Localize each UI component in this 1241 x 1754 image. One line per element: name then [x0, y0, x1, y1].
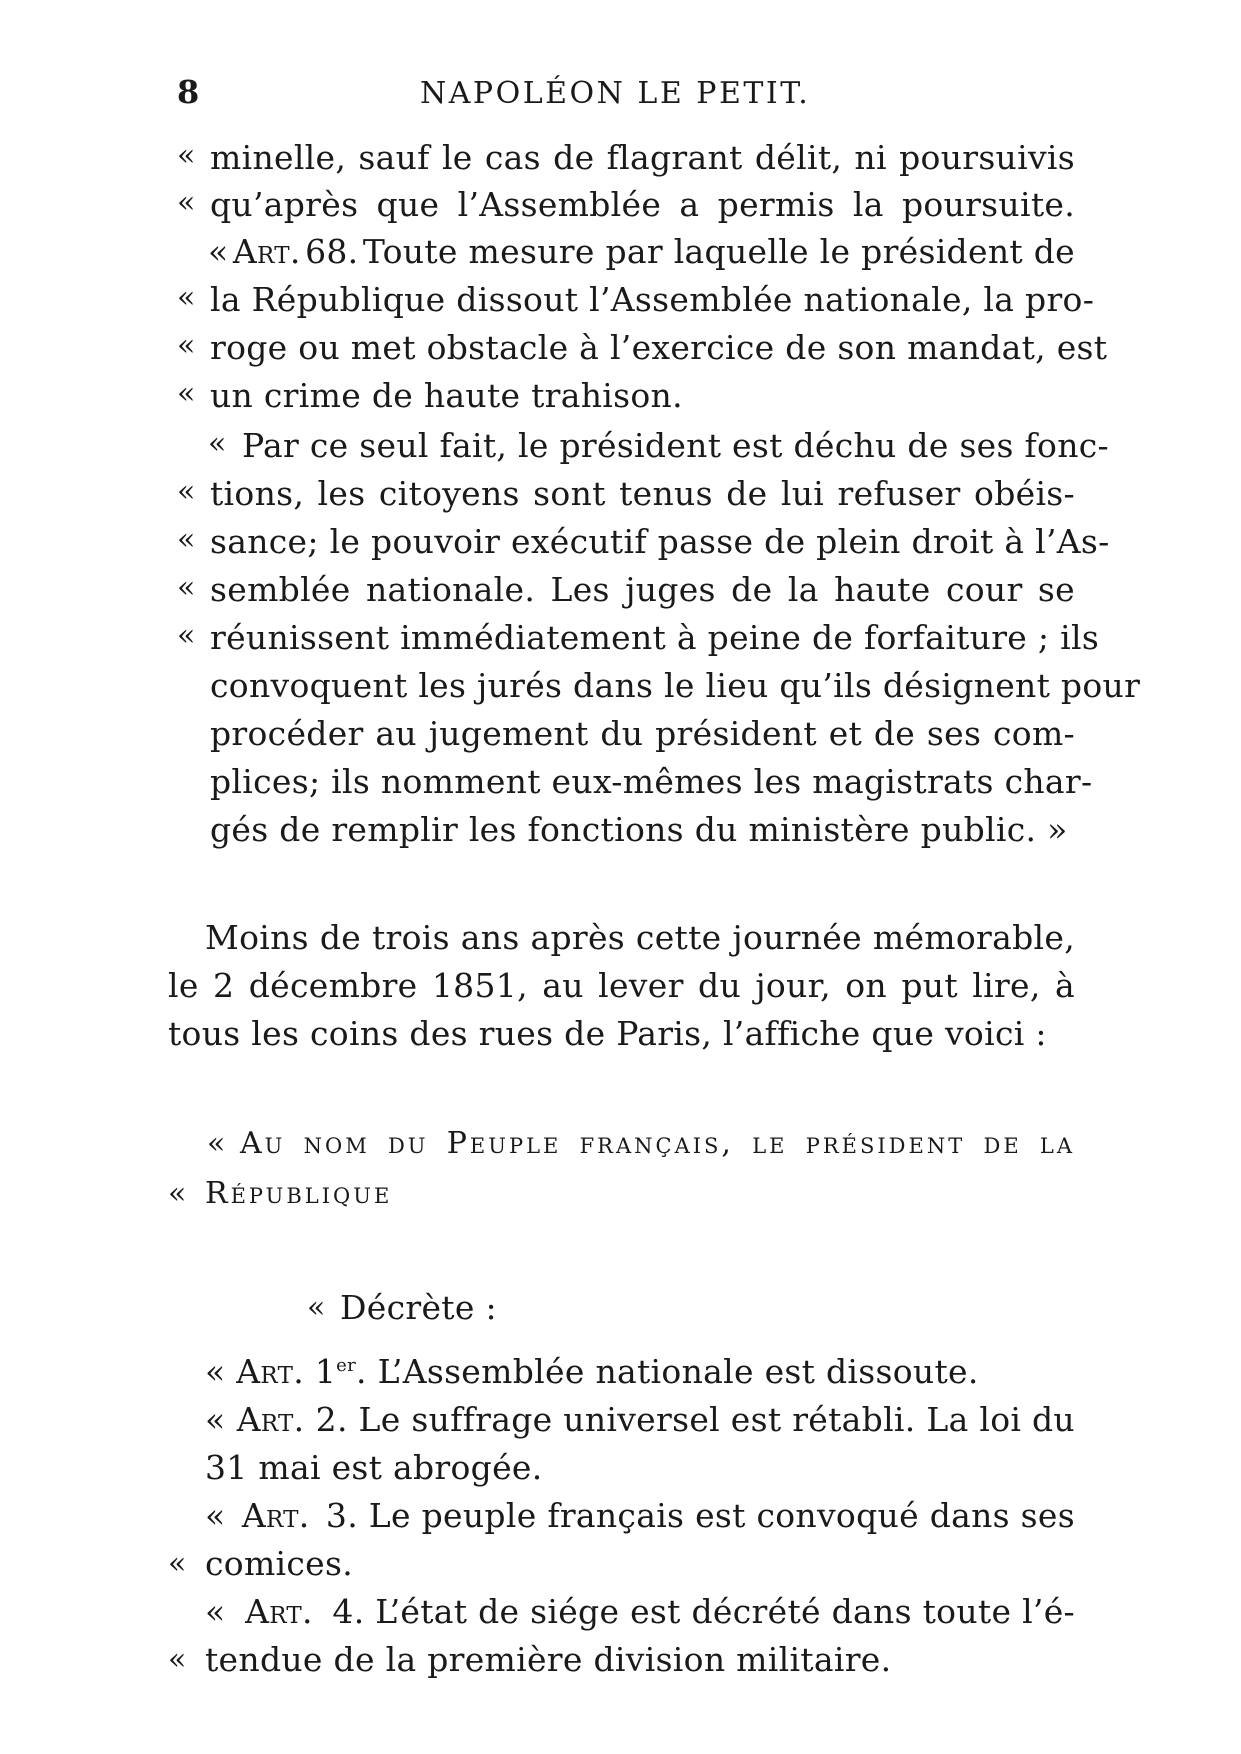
article-3	[205, 1496, 1075, 1536]
quote-mark: «	[177, 474, 196, 509]
text-line: réunissent immédiatement à peine de forfaiture ; ils	[210, 618, 1100, 657]
article-2	[205, 1400, 1075, 1440]
article-superscript: er	[336, 1355, 357, 1376]
article-4	[205, 1592, 1075, 1632]
text-line: semblée nationale. Les juges de la haute cour se	[210, 570, 1075, 609]
text-line: Par ce seul fait, le président est déchu de ses fonc-	[242, 426, 1110, 465]
quote-mark: «	[177, 376, 196, 411]
text-line: un crime de haute trahison.	[210, 376, 683, 415]
quote-mark: «	[177, 328, 196, 363]
quote-mark: «	[177, 185, 196, 220]
text-line: tions, les citoyens sont tenus de lui refuser obéis-	[210, 474, 1075, 513]
quote-mark: «	[205, 1592, 226, 1631]
text-line: plices; ils nomment eux-mêmes les magistrats char-	[210, 762, 1093, 801]
article-text: . L’Assemblée nationale est dissoute.	[356, 1352, 979, 1391]
article-label: Art.	[236, 1352, 305, 1391]
quote-mark: «	[205, 1352, 226, 1391]
running-title: NAPOLÉON LE PETIT.	[420, 76, 811, 111]
article-1	[205, 1352, 979, 1392]
article-3-continued: comices.	[205, 1544, 354, 1583]
quote-mark: «	[207, 1126, 226, 1161]
quote-mark: «	[307, 1290, 326, 1325]
quote-mark: «	[177, 570, 196, 605]
quote-mark: «	[168, 1546, 187, 1581]
quote-mark: «	[177, 280, 196, 315]
quote-mark: «	[177, 138, 196, 173]
article-text: 3. Le peuple français est convoqué dans ses	[325, 1496, 1075, 1535]
article-2-continued: 31 mai est abrogée.	[205, 1448, 543, 1487]
text-line: procéder au jugement du président et de ses com-	[210, 714, 1075, 753]
narrative-line: Moins de trois ans après cette journée mémorable,	[205, 918, 1075, 957]
quote-mark: «	[177, 522, 196, 557]
text-line: convoquent les jurés dans le lieu qu’ils désignent pour	[210, 666, 1141, 705]
article-label: Art.	[236, 1400, 305, 1439]
quote-mark: «	[208, 232, 229, 271]
article-text: 2. Le suffrage universel est rétabli. La loi du	[315, 1400, 1075, 1439]
text-line: sance; le pouvoir exécutif passe de plein droit à l’As-	[210, 522, 1110, 561]
article-4-continued: tendue de la première division militaire.	[205, 1640, 892, 1679]
article-label: Art.	[241, 1496, 310, 1535]
quote-mark: «	[168, 1642, 187, 1677]
quote-mark: «	[177, 618, 196, 653]
article-number: 68.	[305, 232, 359, 271]
proclamation-heading: Au nom du Peuple français, le président de la	[240, 1126, 1075, 1161]
page-number: 8	[177, 73, 200, 111]
article-68-line	[208, 232, 1075, 272]
article-text: 4. L’état de siége est décrété dans toute l’é-	[332, 1592, 1075, 1631]
article-label: Art.	[245, 1592, 313, 1631]
narrative-line: le 2 décembre 1851, au lever du jour, on put lire, à	[168, 966, 1075, 1005]
text-line: Toute mesure par laquelle le président de	[362, 232, 1075, 271]
quote-mark: «	[205, 1400, 226, 1439]
proclamation-heading: République	[205, 1176, 393, 1211]
text-line: gés de remplir les fonctions du ministère public. »	[210, 810, 1068, 849]
text-line: minelle, sauf le cas de flagrant délit, ni poursuivis	[210, 138, 1075, 177]
text-line: la République dissout l’Assemblée nationale, la pro-	[210, 280, 1095, 319]
article-label: Art.	[232, 232, 301, 271]
article-number: 1	[314, 1352, 337, 1391]
text-line: roge ou met obstacle à l’exercice de son mandat, est	[210, 328, 1108, 367]
decrete: Décrète :	[340, 1288, 497, 1327]
quote-mark: «	[208, 426, 227, 461]
quote-mark: «	[168, 1176, 187, 1211]
narrative-line: tous les coins des rues de Paris, l’affiche que voici :	[168, 1014, 1047, 1053]
quote-mark: «	[205, 1496, 226, 1535]
text-line: qu’après que l’Assemblée a permis la poursuite.	[210, 185, 1075, 224]
